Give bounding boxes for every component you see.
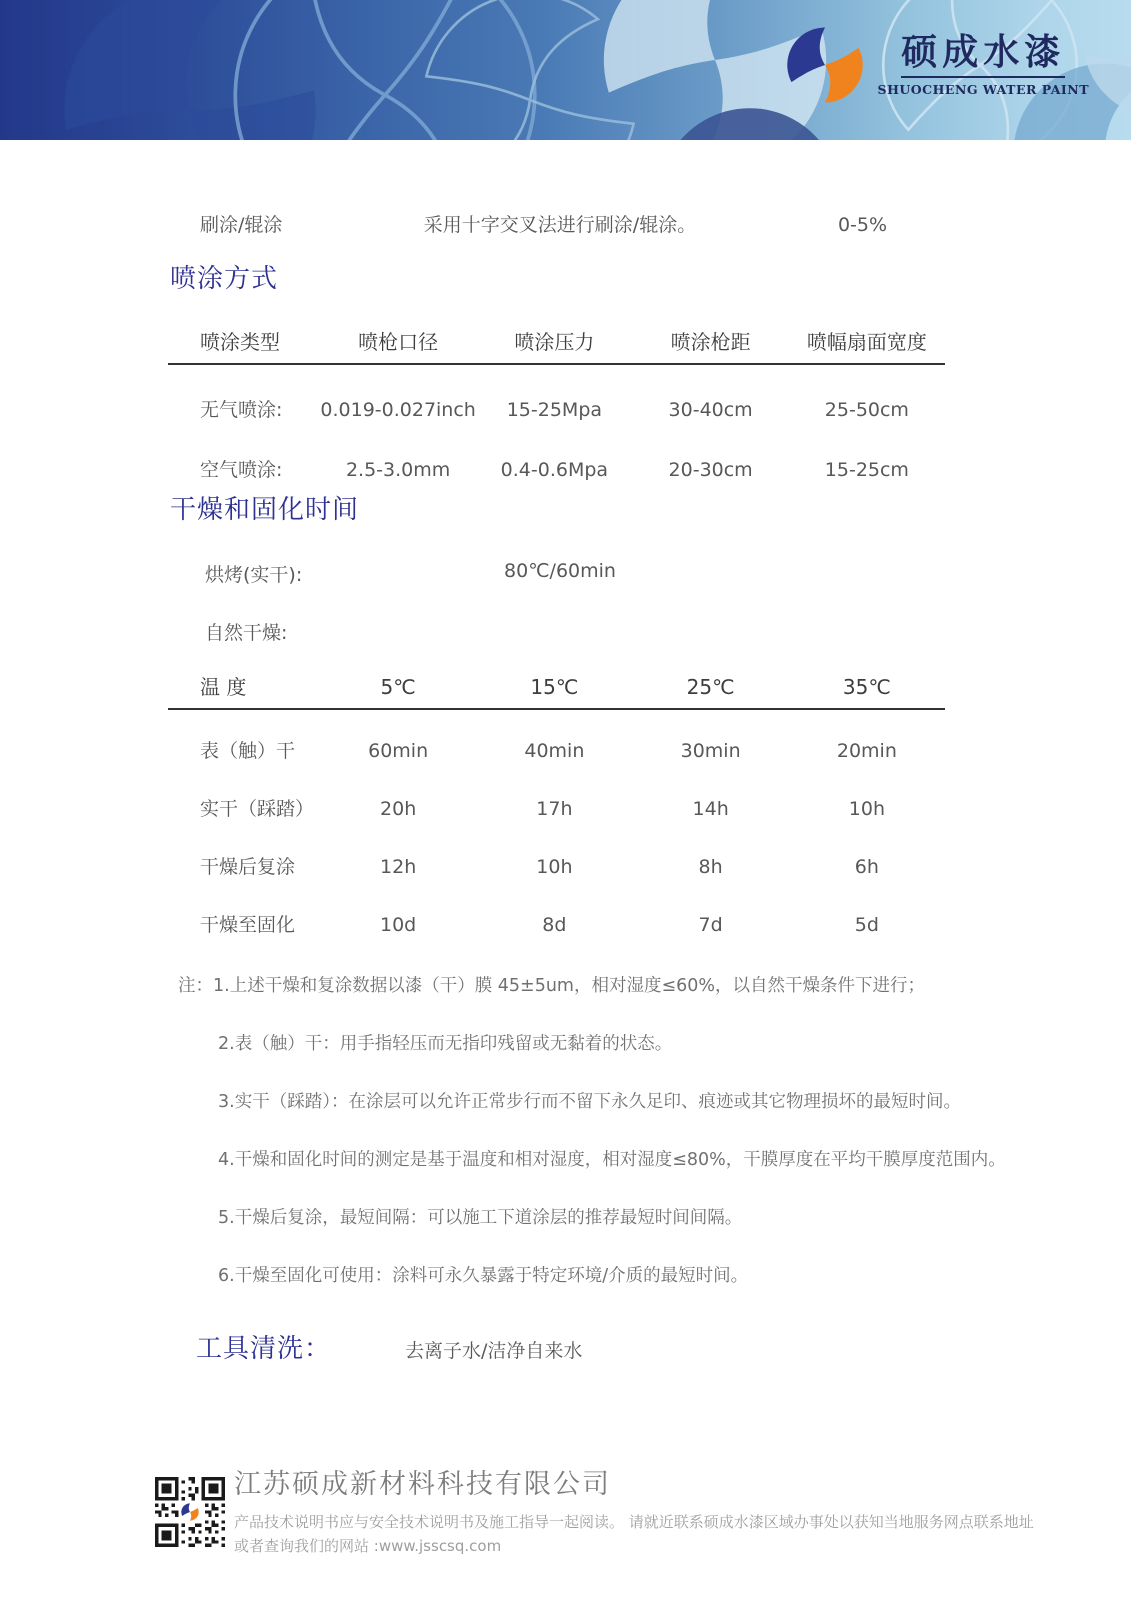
drying-notes [178,976,1006,1324]
application-method-label: 刷涂/辊涂 [200,214,283,236]
cell-value: 8d [542,914,567,936]
cell-value: 10d [380,914,417,936]
baking-dry-label: 烘烤(实干): [205,564,303,586]
cell-value: 20h [380,798,417,820]
spray-header-distance: 喷涂枪距 [670,330,751,354]
cell-value: 10h [536,856,573,878]
drying-header-5c: 5℃ [380,675,416,699]
spray-header-pressure: 喷涂压力 [514,330,595,354]
spray-header-nozzle: 喷枪口径 [358,330,439,354]
brand-name-en: SHUOCHENG WATER PAINT [877,82,1089,98]
cell-value: 17h [536,798,573,820]
note-2: 2.表（触）干：用手指轻压而无指印残留或无黏着的状态。 [218,1034,673,1054]
cell-value: 12h [380,856,417,878]
table-row-air-spray [168,459,945,481]
note-4: 4.干燥和固化时间的测定是基于温度和相对湿度，相对湿度≤80%，干膜厚度在平均干膜厚度范围内。 [218,1150,1006,1170]
brand-logo [786,26,1089,104]
brush-roller-row [168,212,945,238]
row-label: 表（触）干 [200,740,296,762]
cell-value: 60min [368,740,429,762]
application-method-description: 采用十字交叉法进行刷涂/辊涂。 [423,214,697,236]
qr-code [155,1477,225,1547]
spray-table-header-row [168,330,945,365]
cell-value: 8h [698,856,723,878]
brand-name-cn: 硕成水漆 [901,33,1065,79]
note-1: 注：1.上述干燥和复涂数据以漆（干）膜 45±5um，相对湿度≤60%，以自然干燥条件下进行； [178,976,926,996]
table-row-hard-dry [168,798,945,820]
cell-value: 10h [848,798,885,820]
cell-value: 15-25cm [824,459,909,481]
cell-value: 20min [836,740,897,762]
row-label: 空气喷涂: [200,459,283,481]
fine-print-line-1: 产品技术说明书应与安全技术说明书及施工指导一起阅读。 请就近联系硕成水漆区域办事处以获知当地服务网点联系地址 [234,1513,1034,1531]
cell-value: 6h [854,856,879,878]
row-label: 实干（踩踏） [200,798,315,820]
drying-header-temperature: 温 度 [200,675,247,699]
cell-value: 2.5-3.0mm [345,459,451,481]
table-row-full-cure [168,914,945,936]
spray-header-fan-width: 喷幅扇面宽度 [806,330,927,354]
section-title-spray-method: 喷涂方式 [170,264,279,294]
cell-value: 15-25Mpa [506,399,603,421]
table-row-touch-dry [168,740,945,762]
cell-value: 5d [854,914,879,936]
cell-value: 30-40cm [668,399,753,421]
cell-value: 7d [698,914,723,936]
spray-method-table [168,330,945,481]
row-label: 无气喷涂: [200,399,283,421]
drying-table-header-row [168,675,945,710]
natural-drying-label: 自然干燥: [205,622,288,644]
footer-fine-print [234,1510,1131,1558]
natural-drying-table [168,675,945,936]
application-dilution-value: 0-5% [837,214,888,236]
cell-value: 14h [692,798,729,820]
header-banner [0,0,1131,140]
qr-center-logo-icon [179,1501,201,1523]
drying-header-25c: 25℃ [686,675,735,699]
row-label: 干燥至固化 [200,914,296,936]
cell-value: 20-30cm [668,459,753,481]
tool-cleaning-value: 去离子水/洁净自来水 [405,1340,583,1362]
note-6: 6.干燥至固化可使用：涂料可永久暴露于特定环境/介质的最短时间。 [218,1266,749,1286]
cell-value: 25-50cm [824,399,909,421]
note-3: 3.实干（踩踏）：在涂层可以允许正常步行而不留下永久足印、痕迹或其它物理损坏的最短时间。 [218,1092,961,1112]
drying-header-15c: 15℃ [530,675,579,699]
table-row-airless-spray [168,399,945,421]
swirl-s-logo-icon [786,26,864,104]
spray-header-type: 喷涂类型 [200,330,280,354]
note-5: 5.干燥后复涂，最短间隔：可以施工下道涂层的推荐最短时间间隔。 [218,1208,743,1228]
fine-print-line-2: 或者查询我们的网站 :www.jsscsq.com [234,1537,502,1555]
cell-value: 40min [524,740,585,762]
baking-dry-value: 80℃/60min [504,560,616,582]
drying-header-35c: 35℃ [842,675,891,699]
row-label: 干燥后复涂 [200,856,296,878]
company-name: 江苏硕成新材料科技有限公司 [234,1469,611,1500]
table-row-recoat [168,856,945,878]
tool-cleaning-label: 工具清洗： [196,1334,332,1364]
cell-value: 0.019-0.027inch [320,399,476,421]
cell-value: 0.4-0.6Mpa [500,459,609,481]
cell-value: 30min [680,740,741,762]
section-title-drying-curing: 干燥和固化时间 [170,495,360,525]
